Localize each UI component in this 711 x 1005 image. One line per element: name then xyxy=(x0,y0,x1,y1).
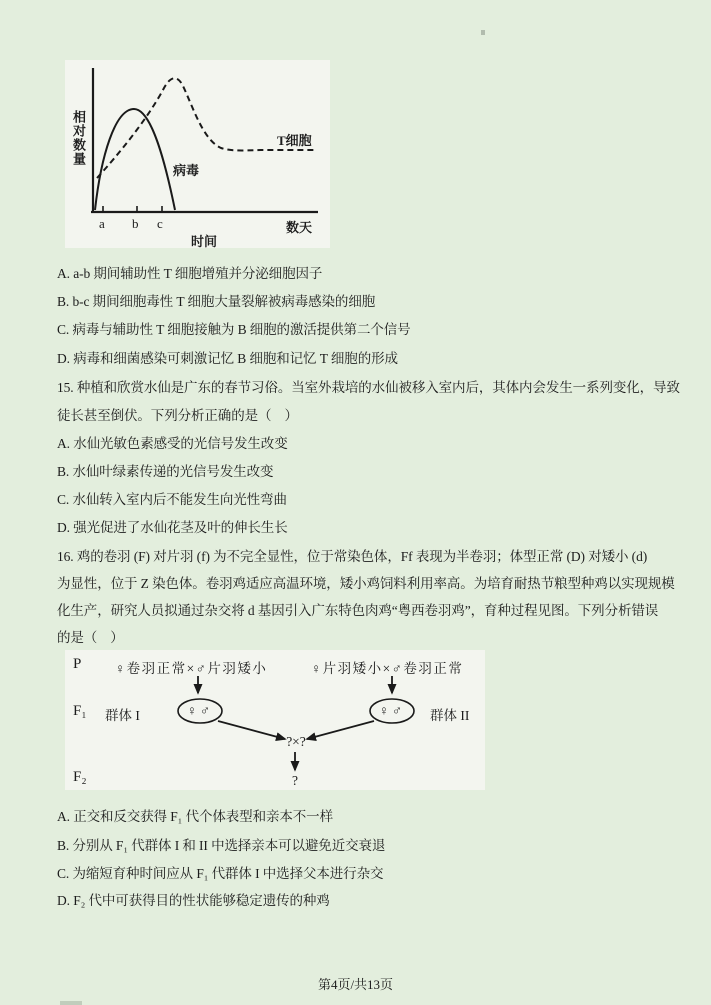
p-cross-right: ♀片羽矮小×♂卷羽正常 xyxy=(311,661,464,676)
q15-option-a: A. 水仙光敏色素感受的光信号发生改变 xyxy=(57,436,288,451)
q15-option-c: C. 水仙转入室内后不能发生向光性弯曲 xyxy=(57,492,287,507)
f2-result-unknown: ? xyxy=(292,773,298,788)
q16-option-a: A. 正交和反交获得 F₁ 代个体表型和亲本不一样 xyxy=(57,809,333,824)
q16-stem-line-3: 化生产，研究人员拟通过杂交将 d 基因引入广东特色肉鸡“粤西卷羽鸡”，育种过程见图。下列分析错误 xyxy=(57,603,659,618)
q14-option-b: B. b-c 期间细胞毒性 T 细胞大量裂解被病毒感染的细胞 xyxy=(57,294,376,309)
q15-stem-line-1: 15. 种植和欣赏水仙是广东的春节习俗。当室外栽培的水仙被移入室内后，其体内会发生一系列变化，导致 xyxy=(57,380,680,395)
chart-x-axis-label: 时间 xyxy=(191,234,218,249)
tcell-curve-label: T细胞 xyxy=(277,133,312,148)
arrow-group1-to-cross xyxy=(218,721,285,739)
page-number-footer: 第4页/共13页 xyxy=(317,977,394,992)
chart-tick-label-b: b xyxy=(132,216,139,231)
f1-generation-label: F₁ xyxy=(73,703,87,719)
q16-option-b: B. 分别从 F₁ 代群体 I 和 II 中选择亲本可以避免近交衰退 xyxy=(57,838,386,853)
q16-option-d: D. F₂ 代中可获得目的性状能够稳定遗传的种鸡 xyxy=(57,893,330,908)
scan-speck xyxy=(481,30,485,35)
chart-tick-label-c: c xyxy=(157,216,163,231)
chart-tick-label-a: a xyxy=(99,216,105,231)
chart-y-axis-label: 相对数量 xyxy=(71,110,86,166)
group2-pair: ♀♂ xyxy=(378,703,406,718)
q15-option-b: B. 水仙叶绿素传递的光信号发生改变 xyxy=(57,464,274,479)
group1-pair: ♀♂ xyxy=(186,703,214,718)
q14-option-c: C. 病毒与辅助性 T 细胞接触为 B 细胞的激活提供第二个信号 xyxy=(57,322,411,337)
q14-option-d: D. 病毒和细菌感染可刺激记忆 B 细胞和记忆 T 细胞的形成 xyxy=(57,351,398,366)
q15-option-d: D. 强光促进了水仙花茎及叶的伸长生长 xyxy=(57,520,288,535)
chart-x-end-label: 数天 xyxy=(286,220,313,235)
q16-stem-line-1: 16. 鸡的卷羽 (F) 对片羽 (f) 为不完全显性，位于常染色体，Ff 表现为半卷羽；体型正常 (D) 对矮小 (d) xyxy=(57,549,648,564)
tcell-curve xyxy=(97,78,317,178)
p-generation-label: P xyxy=(73,656,82,672)
p-cross-left: ♀卷羽正常×♂片羽矮小 xyxy=(115,661,268,676)
group2-label: 群体 II xyxy=(430,708,470,723)
f2-generation-label: F₂ xyxy=(73,769,87,785)
virus-curve xyxy=(95,109,175,210)
virus-curve-label: 病毒 xyxy=(173,163,200,178)
q16-stem-line-4: 的是（ ） xyxy=(57,630,124,645)
q16-option-c: C. 为缩短育种时间应从 F₁ 代群体 I 中选择父本进行杂交 xyxy=(57,866,384,881)
immune-response-chart xyxy=(65,60,330,248)
group1-label: 群体 I xyxy=(105,708,140,723)
q15-stem-line-2: 徒长甚至倒伏。下列分析正确的是（ ） xyxy=(57,408,298,423)
f1-cross-unknown: ?×? xyxy=(286,734,306,749)
q14-option-a: A. a-b 期间辅助性 T 细胞增殖并分泌细胞因子 xyxy=(57,266,323,281)
breeding-cross-diagram xyxy=(65,650,485,790)
q16-stem-line-2: 为显性，位于 Z 染色体。卷羽鸡适应高温环境，矮小鸡饲料利用率高。为培育耐热节粮型种鸡以实现规模 xyxy=(57,576,675,591)
arrow-group2-to-cross xyxy=(307,721,374,739)
scan-smudge xyxy=(60,1001,82,1005)
